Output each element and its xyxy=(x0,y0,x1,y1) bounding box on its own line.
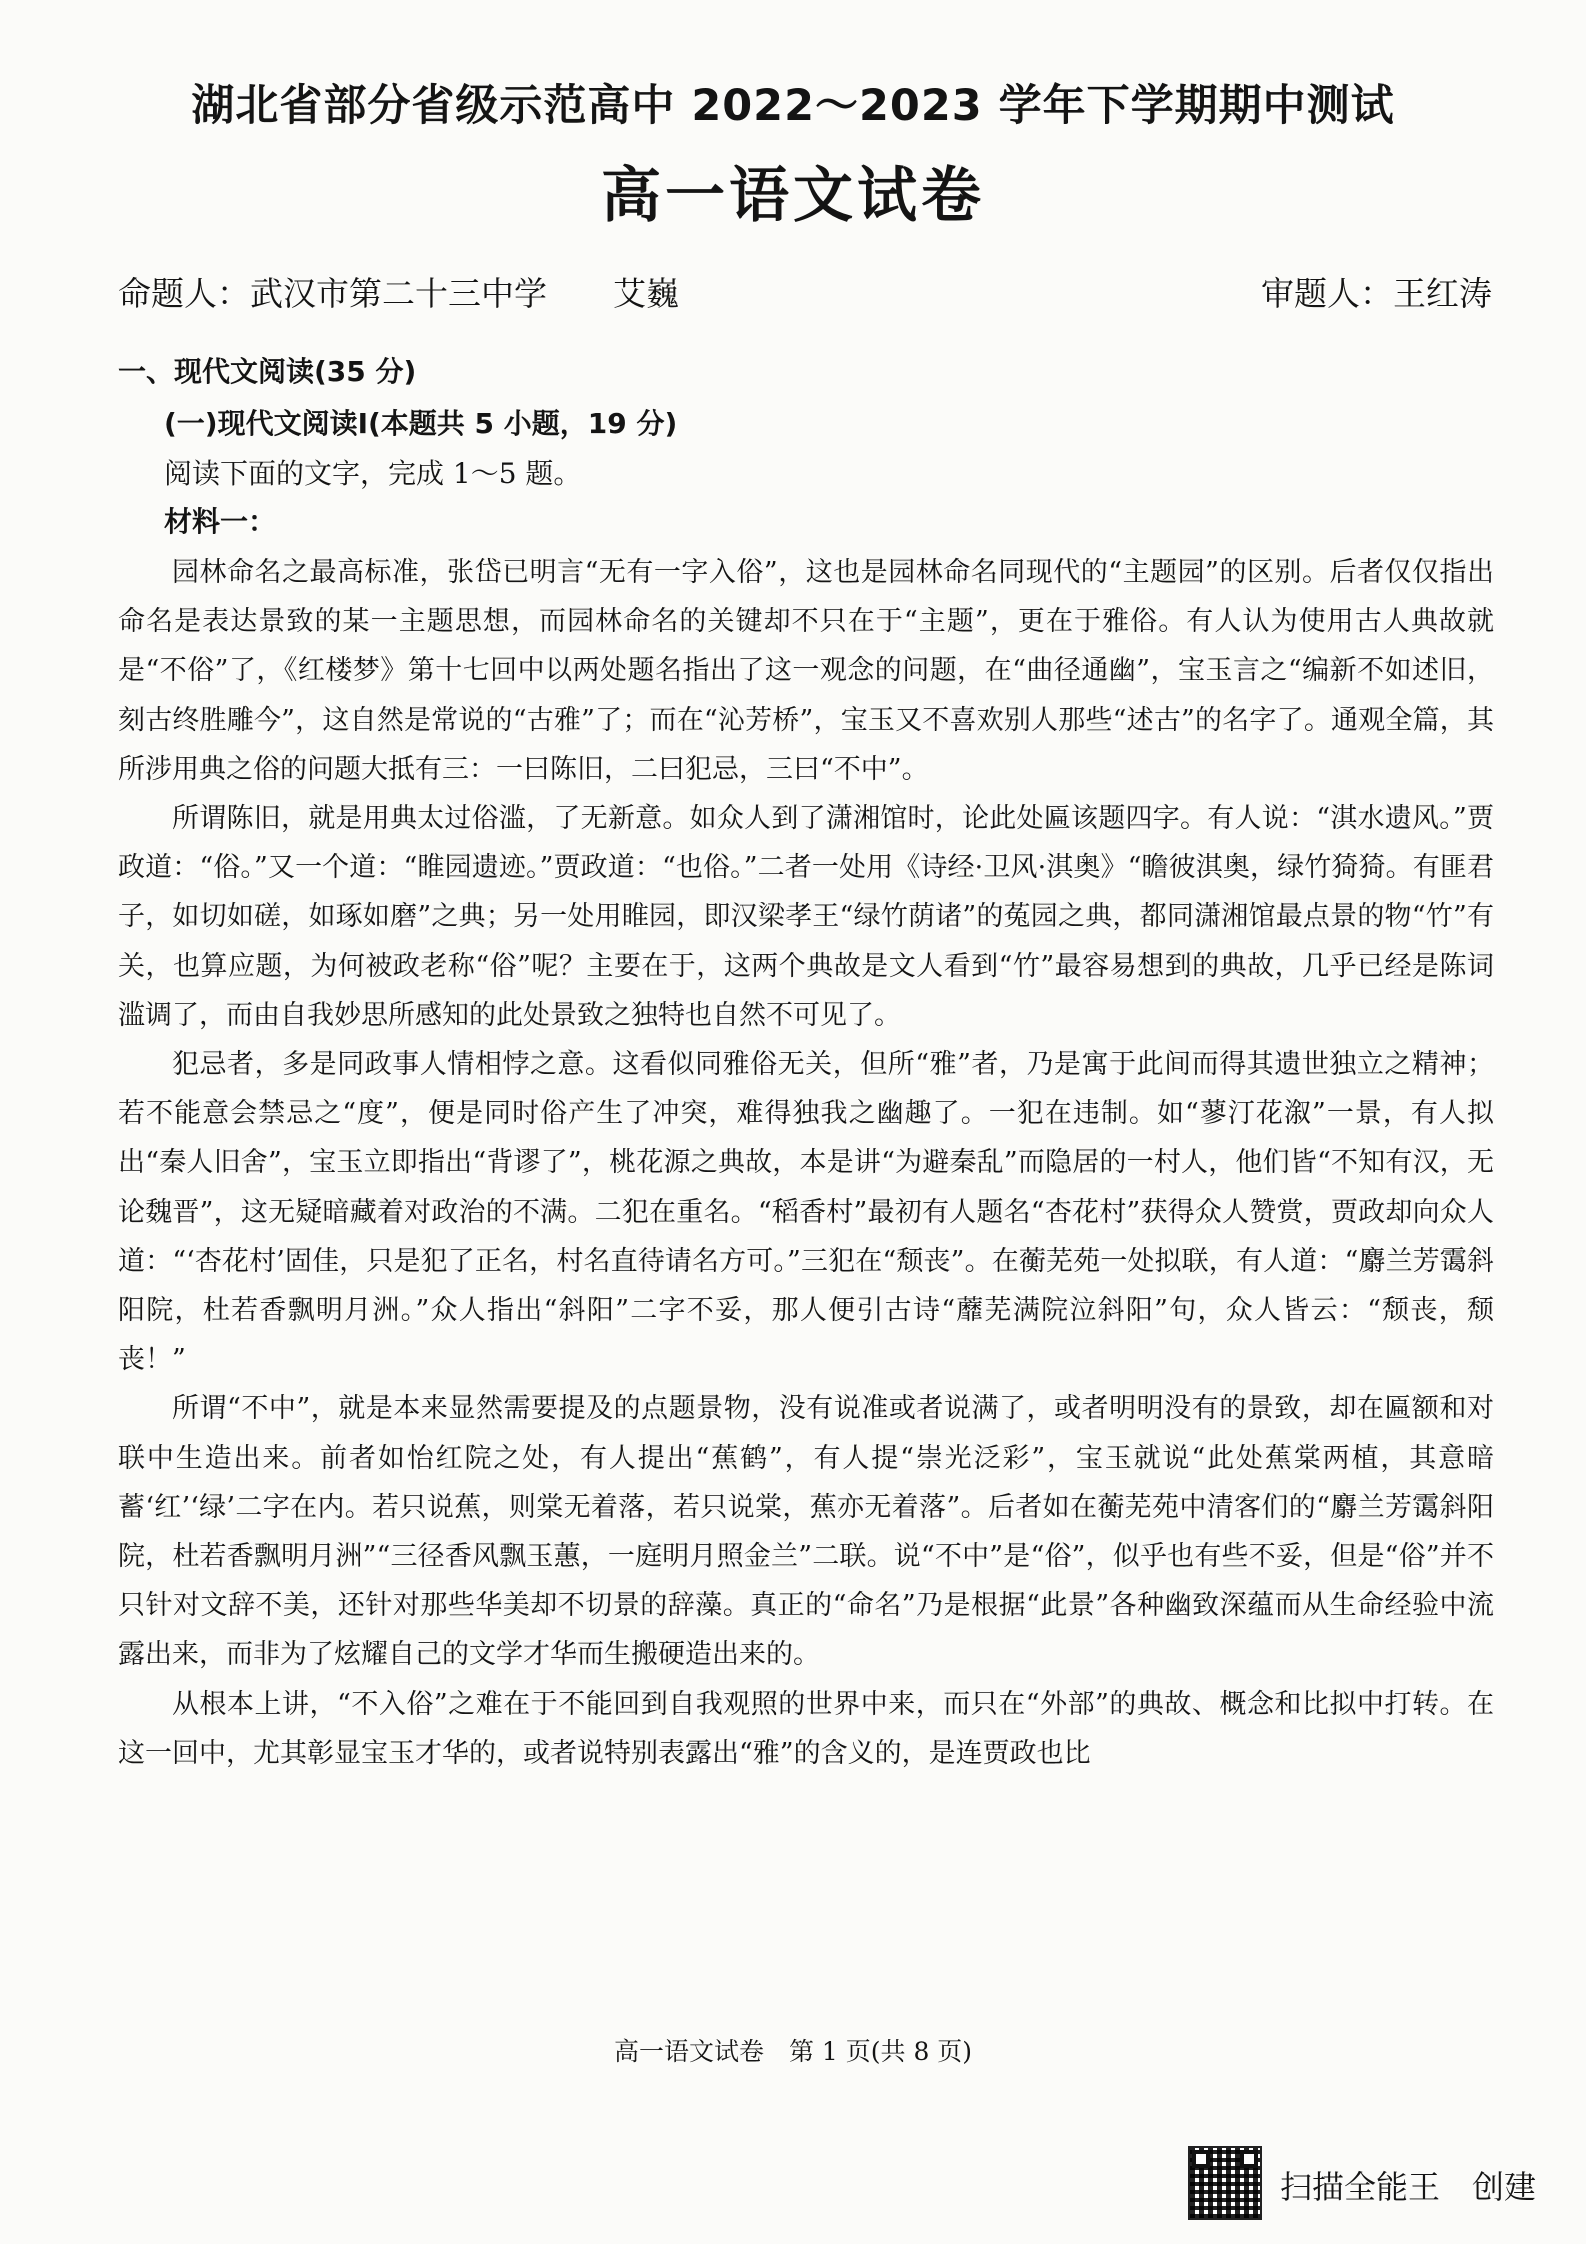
paragraph: 所谓陈旧，就是用典太过俗滥，了无新意。如众人到了潇湘馆时，论此处匾该题四字。有人说：“淇水遗风。”贾政道：“俗。”又一个道：“睢园遗迹。”贾政道：“也俗。”二者一处用《诗经·卫风·淇奥》“瞻彼淇奥，绿竹猗猗。有匪君子，如切如磋，如琢如磨”之典；另一处用睢园，即汉梁孝王“绿竹荫诸”的菟园之典，都同潇湘馆最点景的物“竹”有关，也算应题，为何被政老称“俗”呢？主要在于，这两个典故是文人看到“竹”最容易想到的典故，几乎已经是陈词滥调了，而由自我妙思所感知的此处景致之独特也自然不可见了。 xyxy=(118,803,1494,1031)
question-setter: 命题人：武汉市第二十三中学 艾巍 xyxy=(118,274,679,313)
section-heading: 一、现代文阅读(35 分) xyxy=(118,355,417,388)
exam-subtitle: 高一语文试卷 xyxy=(601,161,985,231)
qr-code-icon xyxy=(1188,2146,1262,2220)
page-footer: 高一语文试卷 第 1 页(共 8 页) xyxy=(613,2037,973,2066)
paragraph: 所谓“不中”，就是本来显然需要提及的点题景物，没有说准或者说满了，或者明明没有的景致，却在匾额和对联中生造出来。前者如怡红院之处，有人提出“蕉鹤”，有人提“崇光泛彩”，宝玉就说“此处蕉棠两植，其意暗蓄‘红’‘绿’二字在内。若只说蕉，则棠无着落，若只说棠，蕉亦无着落”。后者如在蘅芜苑中清客们的“麝兰芳霭斜阳院，杜若香飘明月洲”“三径香风飘玉蕙，一庭明月照金兰”二联。说“不中”是“俗”，似乎也有些不妥，但是“俗”并不只针对文辞不美，还针对那些华美却不切景的辞藻。真正的“命名”乃是根据“此景”各种幽致深蕴而从生命经验中流露出来，而非为了炫耀自己的文学才华而生搬硬造出来的。 xyxy=(118,1393,1494,1671)
author-line xyxy=(118,268,1492,312)
subsection-heading: (一)现代文阅读Ⅰ(本题共 5 小题，19 分) xyxy=(164,407,678,440)
exam-title: 湖北省部分省级示范高中 2022～2023 学年下学期期中测试 xyxy=(191,81,1395,131)
question-reviewer: 审题人：王红涛 xyxy=(1261,274,1492,313)
passage-text xyxy=(118,548,1494,1778)
paragraph: 从根本上讲，“不入俗”之难在于不能回到自我观照的世界中来，而只在“外部”的典故、概念和比拟中打转。在这一回中，尤其彰显宝玉才华的，或者说特别表露出“雅”的含义的，是连贾政也比 xyxy=(118,1688,1494,1769)
paragraph: 犯忌者，多是同政事人情相悖之意。这看似同雅俗无关，但所“雅”者，乃是寓于此间而得其遗世独立之精神；若不能意会禁忌之“度”，便是同时俗产生了冲突，难得独我之幽趣了。一犯在违制。如“蓼汀花溆”一景，有人拟出“秦人旧舍”，宝玉立即指出“背谬了”，桃花源之典故，本是讲“为避秦乱”而隐居的一村人，他们皆“不知有汉，无论魏晋”，这无疑暗藏着对政治的不满。二犯在重名。“稻香村”最初有人题名“杏花村”获得众人赞赏，贾政却向众人道：“‘杏花村’固佳，只是犯了正名，村名直待请名方可。”三犯在“颓丧”。在蘅芜苑一处拟联，有人道：“麝兰芳霭斜阳院，杜若香飘明月洲。”众人指出“斜阳”二字不妥，那人便引古诗“蘼芜满院泣斜阳”句，众人皆云：“颓丧，颓丧！” xyxy=(118,1049,1494,1376)
reading-instruction: 阅读下面的文字，完成 1～5 题。 xyxy=(164,457,582,490)
scanner-watermark xyxy=(1188,2140,1548,2226)
material-label: 材料一： xyxy=(164,505,277,538)
watermark-text: 扫描全能王 创建 xyxy=(1280,2168,1537,2206)
paragraph: 园林命名之最高标准，张岱已明言“无有一字入俗”，这也是园林命名同现代的“主题园”的区别。后者仅仅指出命名是表达景致的某一主题思想，而园林命名的关键却不只在于“主题”，更在于雅俗。有人认为使用古人典故就是“不俗”了，《红楼梦》第十七回中以两处题名指出了这一观念的问题，在“曲径通幽”，宝玉言之“编新不如述旧，刻古终胜雕今”，这自然是常说的“古雅”了；而在“沁芳桥”，宝玉又不喜欢别人那些“述古”的名字了。通观全篇，其所涉用典之俗的问题大抵有三：一曰陈旧，二曰犯忌，三曰“不中”。 xyxy=(118,557,1494,785)
